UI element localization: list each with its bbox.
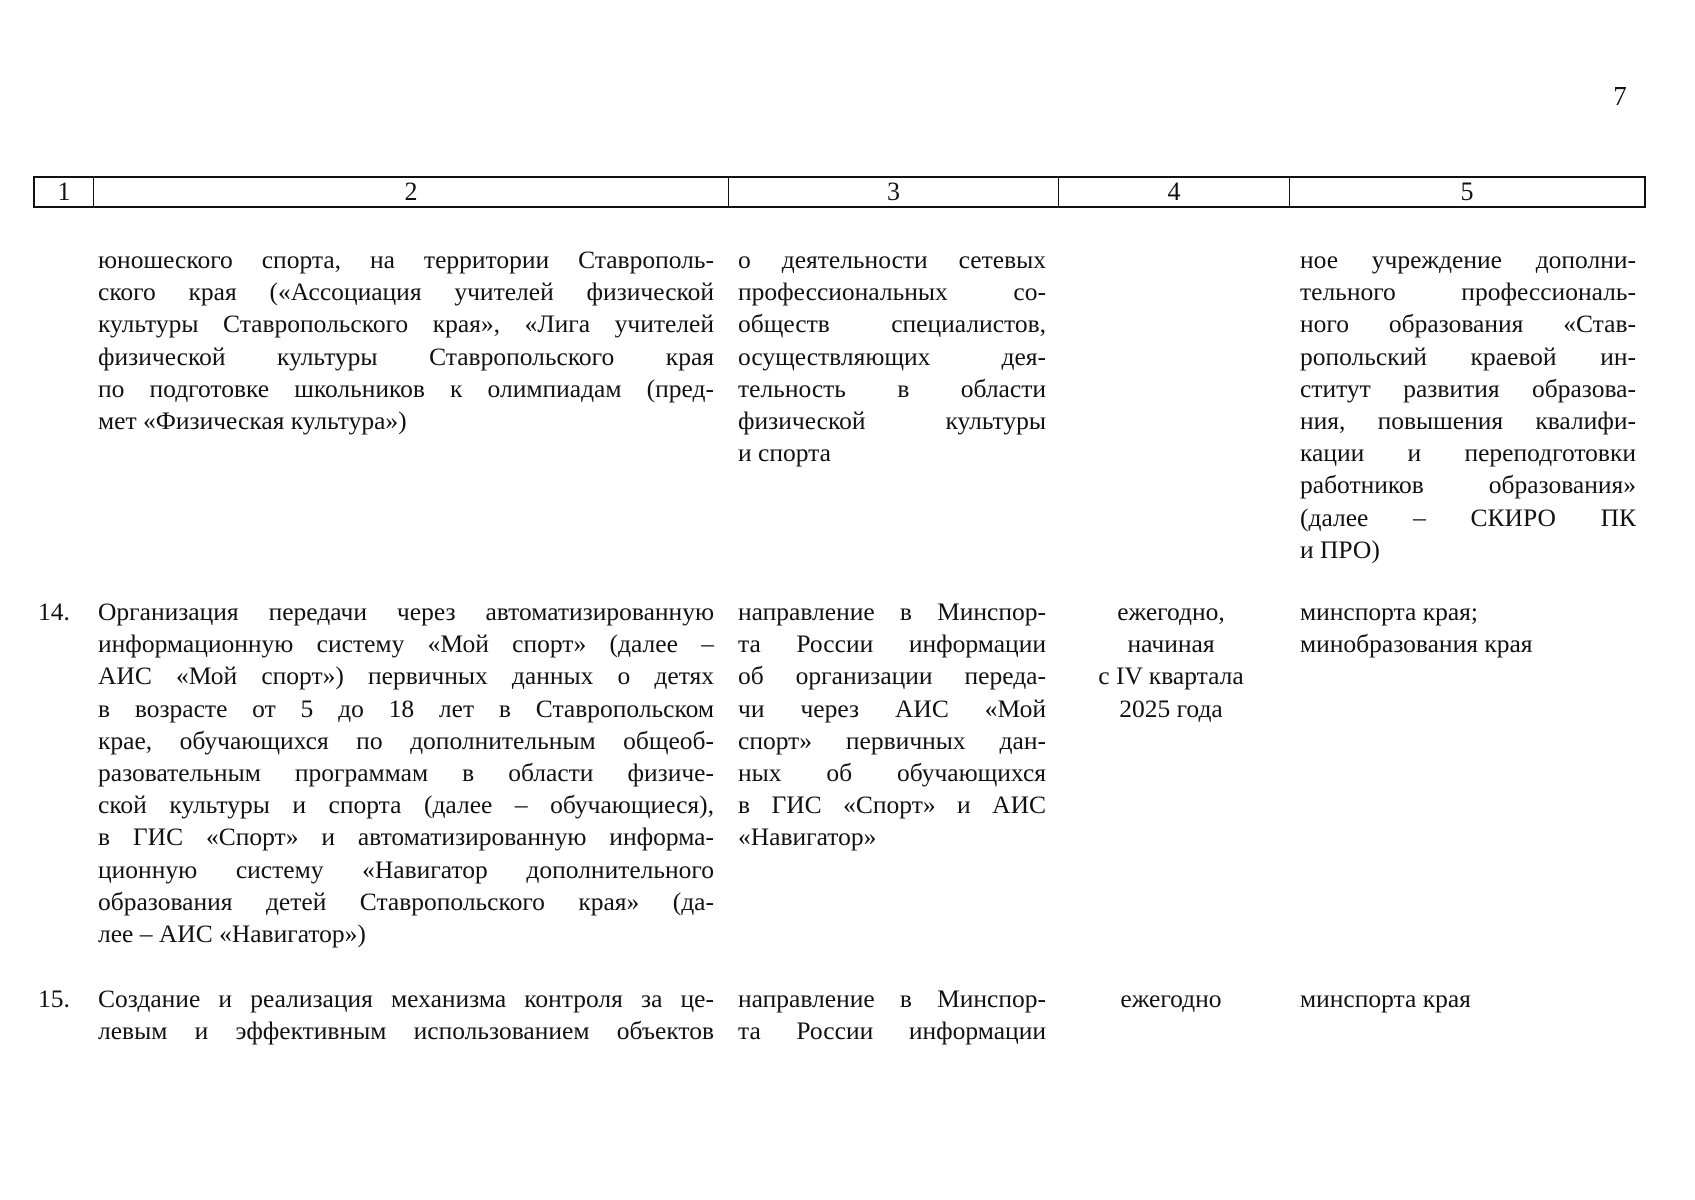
text-line: чи через АИС «Мой [738,693,1046,723]
text-line: разовательным программам в области физиче- [98,758,714,788]
text-line: осуществляющих дея- [738,341,1046,371]
row-15-responsible-cell [1300,983,1636,1015]
text-line: ского края («Ассоциация учителей физической [98,277,714,307]
text-line: ных об обучающихся [738,758,1046,788]
text-line: ния, повышения квалифи- [1300,406,1636,436]
text-line: минобразования края [1300,629,1533,659]
text-line: крае, обучающихся по дополнительным общеоб- [98,725,714,755]
text-line: ежегодно [1120,984,1222,1013]
header-cell-4: 4 [1059,178,1290,206]
text-line: 2025 года [1119,693,1223,723]
text-line: ститут развития образова- [1300,373,1636,403]
row-1-result-cell [738,244,1046,469]
text-line: профессиональных со- [738,277,1046,307]
text-line: направление в Минспор- [738,984,1046,1013]
text-line: начиная [1127,629,1215,659]
text-line: Организация передачи через автоматизированную [98,597,714,626]
text-line: в возрасте от 5 до 18 лет в Ставропольском [98,693,714,723]
header-cell-1: 1 [35,178,94,206]
text-line: ное учреждение дополни- [1300,245,1636,274]
text-line: юношеского спорта, на территории Ставрополь- [98,245,714,274]
row-14-result-cell [738,596,1046,854]
text-line: тельность в области [738,373,1046,403]
row-1-measure-cell [98,244,714,437]
text-line: та России информации [738,1016,1046,1046]
text-line: спорт» первичных дан- [738,725,1046,755]
text-line: ежегодно, [1117,597,1225,626]
text-line: работников образования» [1300,470,1636,500]
row-15-measure-cell [98,983,714,1047]
text-line: обществ специалистов, [738,309,1046,339]
text-line: информационную систему «Мой спорт» (далее – [98,629,714,659]
text-line: «Навигатор» [738,822,877,852]
text-line: минспорта края; [1300,597,1478,626]
header-cell-2: 2 [94,178,729,206]
text-line: физической культуры Ставропольского края [98,341,714,371]
row-14-deadline-cell [1066,596,1276,725]
text-line: о деятельности сетевых [738,245,1046,274]
text-line: минспорта края [1300,984,1471,1013]
text-line: лее – АИС «Навигатор») [98,919,366,949]
text-line: физической культуры [738,406,1046,436]
text-line: в ГИС «Спорт» и автоматизированную информа- [98,822,714,852]
row-1-responsible-cell [1300,244,1636,566]
row-number: 14. [38,597,70,626]
text-line: и спорта [738,438,831,468]
text-line: ропольский краевой ин- [1300,341,1636,371]
row-15-result-cell [738,983,1046,1047]
text-line: кации и переподготовки [1300,438,1636,468]
text-line: тельного профессиональ- [1300,277,1636,307]
text-line: образования детей Ставропольского края» (да- [98,886,714,916]
row-number: 15. [38,984,70,1013]
row-14-responsible-cell [1300,596,1636,660]
table-header-row [33,176,1646,208]
text-line: об организации переда- [738,661,1046,691]
text-line: в ГИС «Спорт» и АИС [738,790,1046,820]
text-line: Создание и реализация механизма контроля за це- [98,984,714,1013]
text-line: (далее – СКИРО ПК [1300,502,1636,532]
text-line: АИС «Мой спорт») первичных данных о детях [98,661,714,691]
text-line: левым и эффективным использованием объектов [98,1016,714,1046]
text-line: по подготовке школьников к олимпиадам (пред- [98,373,714,403]
page-number: 7 [1613,81,1627,111]
text-line: и ПРО) [1300,534,1380,564]
text-line: с IV квартала [1098,661,1244,691]
text-line: та России информации [738,629,1046,659]
row-15-deadline-cell [1066,983,1276,1015]
header-cell-5: 5 [1460,177,1474,206]
text-line: культуры Ставропольского края», «Лига учителей [98,309,714,339]
text-line: ской культуры и спорта (далее – обучающиеся), [98,790,714,820]
header-cell-3: 3 [729,178,1059,206]
text-line: направление в Минспор- [738,597,1046,626]
row-14-measure-cell [98,596,714,950]
text-line: ционную систему «Навигатор дополнительного [98,854,714,884]
text-line: ного образования «Став- [1300,309,1636,339]
text-line: мет «Физическая культура») [98,406,407,436]
